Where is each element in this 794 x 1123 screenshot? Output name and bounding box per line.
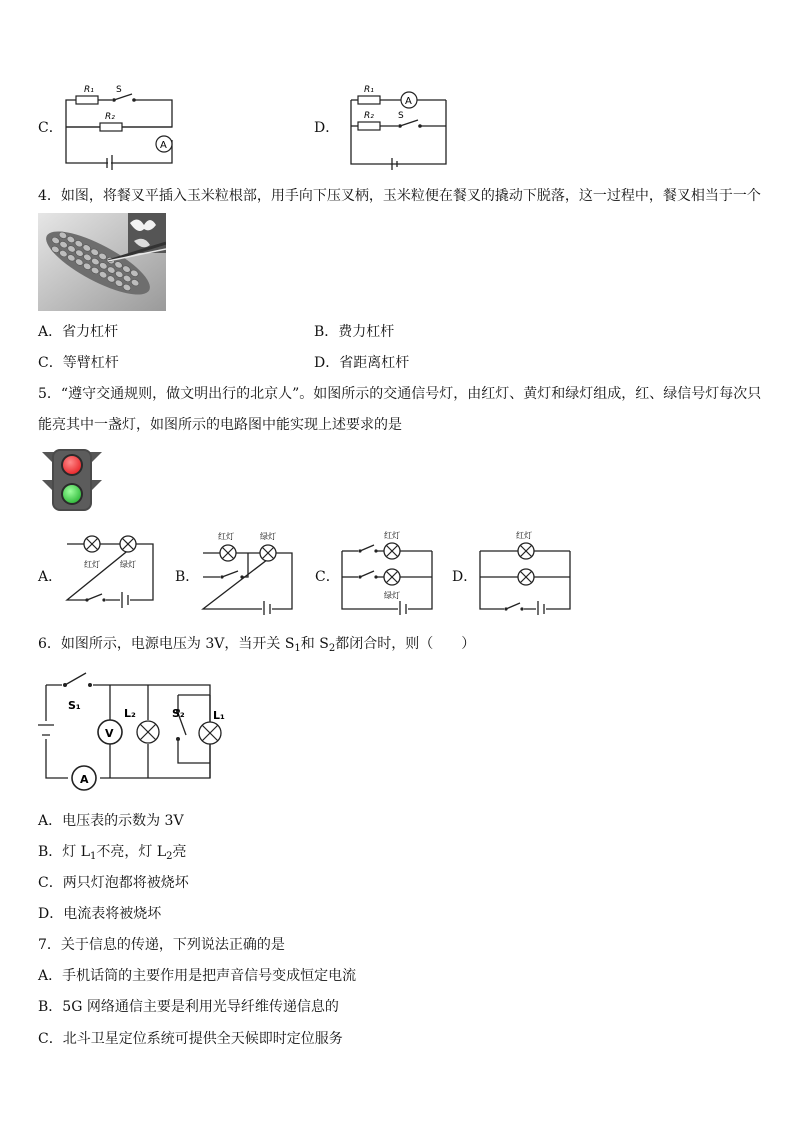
q7-option-c: C．北斗卫星定位系统可提供全天候即时定位服务 bbox=[38, 1031, 343, 1047]
q3-option-c-circuit bbox=[60, 80, 180, 170]
svg-text:A: A bbox=[160, 140, 167, 151]
svg-text:R₂: R₂ bbox=[105, 112, 115, 122]
q3-option-c-label: C． bbox=[38, 120, 63, 136]
q4-option-a: A．省力杠杆 bbox=[38, 324, 119, 340]
q6-option-b: B．灯 $L_1$不亮，灯 $L_2$亮 bbox=[38, 844, 187, 862]
svg-text:S₂: S₂ bbox=[172, 707, 185, 720]
svg-text:绿灯: 绿灯 bbox=[384, 591, 400, 600]
q5-stem-line2: 能亮其中一盏灯，如图所示的电路图中能实现上述要求的是 bbox=[38, 417, 402, 433]
svg-text:L₂: L₂ bbox=[124, 707, 136, 720]
q7-option-a: A．手机话筒的主要作用是把声音信号变成恒定电流 bbox=[38, 968, 357, 984]
q5-option-a-circuit bbox=[62, 530, 162, 610]
q5-option-a-label: A． bbox=[38, 569, 63, 585]
q5-option-b-circuit bbox=[198, 525, 298, 615]
svg-text:R₁: R₁ bbox=[84, 85, 94, 95]
q4-option-d: D．省距离杠杆 bbox=[314, 355, 410, 371]
q5-option-c-circuit bbox=[338, 525, 438, 615]
svg-text:绿灯: 绿灯 bbox=[260, 532, 276, 541]
svg-text:R₂: R₂ bbox=[364, 111, 374, 121]
q7-option-b: B．5G 网络通信主要是利用光导纤维传递信息的 bbox=[38, 999, 339, 1015]
q5-option-b-label: B． bbox=[175, 569, 200, 585]
svg-text:红灯: 红灯 bbox=[516, 531, 532, 540]
q6-stem: 6．如图所示，电源电压为 3V，当开关 $S_1$和 $S_2$都闭合时，则（ ） bbox=[38, 636, 476, 654]
svg-text:V: V bbox=[105, 727, 114, 740]
svg-text:红灯: 红灯 bbox=[218, 532, 234, 541]
q6-option-d: D．电流表将被烧坏 bbox=[38, 906, 162, 922]
svg-text:S: S bbox=[398, 111, 404, 121]
q6-circuit-diagram bbox=[38, 665, 228, 825]
traffic-light-icon bbox=[40, 448, 104, 514]
svg-text:S: S bbox=[116, 85, 122, 95]
svg-text:R₁: R₁ bbox=[364, 85, 374, 95]
q3-option-d-label: D． bbox=[314, 120, 340, 136]
q3-option-d-circuit bbox=[346, 80, 456, 170]
q6-option-c: C．两只灯泡都将被烧坏 bbox=[38, 875, 189, 891]
q5-stem-line1: 5．“遵守交通规则，做文明出行的北京人”。如图所示的交通信号灯，由红灯、黄灯和绿灯组成，红、绿信号灯每次只 bbox=[38, 386, 762, 402]
corn-fork-photo bbox=[38, 213, 166, 311]
q4-stem: 4．如图，将餐叉平插入玉米粒根部，用手向下压叉柄，玉米粒便在餐叉的撬动下脱落，这一过程中，餐叉相当于一个 bbox=[38, 188, 761, 204]
svg-text:S₁: S₁ bbox=[68, 699, 81, 712]
q5-option-c-label: C． bbox=[315, 569, 340, 585]
q5-option-d-circuit bbox=[476, 525, 576, 615]
svg-text:红灯: 红灯 bbox=[384, 531, 400, 540]
svg-text:A: A bbox=[405, 96, 412, 107]
svg-text:绿灯: 绿灯 bbox=[120, 560, 136, 569]
svg-text:红灯: 红灯 bbox=[84, 560, 100, 569]
q4-option-b: B．费力杠杆 bbox=[314, 324, 395, 340]
svg-text:L₁: L₁ bbox=[213, 709, 225, 722]
svg-text:A: A bbox=[80, 773, 89, 786]
q4-option-c: C．等臂杠杆 bbox=[38, 355, 119, 371]
q5-option-d-label: D． bbox=[452, 569, 478, 585]
q7-stem: 7．关于信息的传递，下列说法正确的是 bbox=[38, 937, 285, 953]
q6-option-a: A．电压表的示数为 3V bbox=[38, 813, 184, 829]
